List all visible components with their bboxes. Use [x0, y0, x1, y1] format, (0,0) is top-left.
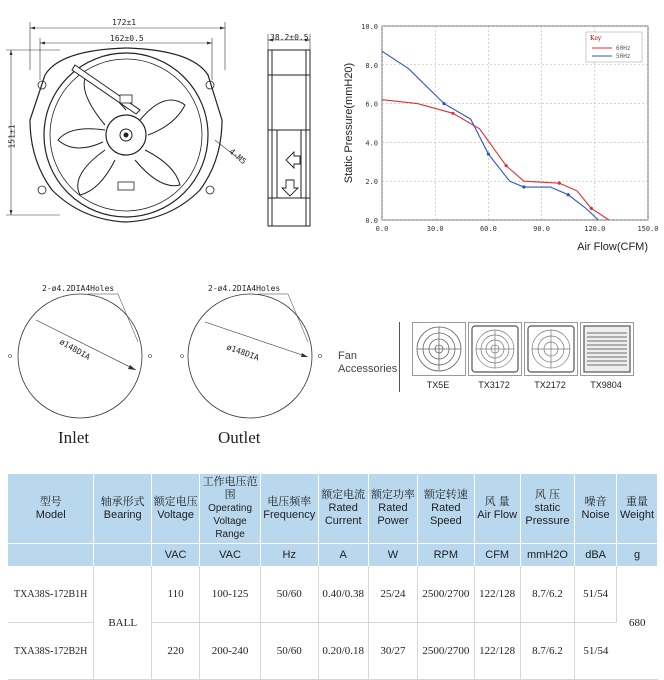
unit-weight: g: [617, 544, 658, 567]
unit-bearing: [94, 544, 152, 567]
legend-title: Key: [590, 35, 602, 42]
cell-power: 30/27: [368, 623, 417, 680]
cell-current: 0.20/0.18: [318, 623, 368, 680]
cell-noise: 51/54: [575, 623, 617, 680]
unit-speed: RPM: [418, 544, 475, 567]
unit-current: A: [318, 544, 368, 567]
legend-entry: 60Hz: [616, 45, 631, 52]
fan-front-view-drawing: [0, 10, 250, 235]
accessory-tx3172-image: [468, 322, 522, 376]
x-tick-label: 150.0: [637, 225, 659, 233]
header-operating-range: 工作电压范围 Operating Voltage Range: [200, 474, 261, 544]
header-bearing: 轴承形式 Bearing: [94, 474, 152, 544]
dim-width-label: 172±1: [112, 18, 137, 27]
outlet-diameter-label: ø148DIA: [225, 342, 261, 363]
y-tick-label: 6.0: [365, 100, 378, 109]
table-header-row: [8, 474, 658, 544]
pq-curve-chart: [338, 20, 664, 260]
unit-pressure: mmH2O: [520, 544, 574, 567]
dim-height-label: 151±1: [7, 124, 17, 149]
header-power: 额定功率 Rated Power: [368, 474, 417, 544]
fan-side-view-drawing: [262, 30, 322, 230]
cell-model: TXA38S-172B2H: [8, 623, 94, 680]
series-point-50Hz: [487, 152, 490, 155]
accessory-tx9804-image: [580, 322, 634, 376]
x-tick-label: 90.0: [533, 225, 551, 233]
spec-table: [8, 474, 658, 680]
accessory-tx5e-label: TX5E: [426, 380, 450, 390]
dim-hole-label: 4-M5: [227, 146, 248, 167]
inlet-diameter-label: ø148DIA: [58, 337, 92, 362]
cell-pressure: 8.7/6.2: [520, 623, 574, 680]
unit-range: VAC: [200, 544, 261, 567]
cell-frequency: 50/60: [260, 623, 318, 680]
cell-bearing: BALL: [94, 566, 152, 680]
accessory-tx5e-image: [412, 322, 466, 376]
accessory-tx9804-label: TX9804: [590, 380, 622, 390]
accessory-tx2172-label: TX2172: [534, 380, 566, 390]
y-tick-label: 8.0: [365, 61, 378, 70]
header-pressure: 风 压 static Pressure: [520, 474, 574, 544]
cell-pressure: 8.7/6.2: [520, 566, 574, 623]
cell-airflow: 122/128: [474, 566, 520, 623]
y-tick-label: 4.0: [365, 139, 378, 148]
header-model: 型号 Model: [8, 474, 94, 544]
header-noise: 噪音 Noise: [575, 474, 617, 544]
legend-entry: 50Hz: [616, 53, 631, 60]
series-point-60Hz: [505, 164, 508, 167]
cell-frequency: 50/60: [260, 566, 318, 623]
unit-frequency: Hz: [260, 544, 318, 567]
outlet-caption: Outlet: [218, 428, 261, 447]
accessories-divider: [399, 322, 400, 392]
header-speed: 额定转速 Rated Speed: [418, 474, 475, 544]
inlet-caption: Inlet: [58, 428, 90, 447]
cell-weight: 680: [617, 566, 658, 680]
inlet-holes-label: 2-ø4.2DIA4Holes: [42, 284, 115, 293]
header-frequency: 电压频率 Frequency: [260, 474, 318, 544]
cell-range: 100-125: [200, 566, 261, 623]
dim-depth-label: 38.2±0.5: [270, 33, 309, 42]
series-point-50Hz: [567, 193, 570, 196]
y-tick-label: 2.0: [365, 178, 378, 187]
series-point-60Hz: [558, 182, 561, 185]
header-voltage: 额定电压 Voltage: [152, 474, 200, 544]
y-tick-label: 10.0: [361, 23, 378, 31]
header-weight: 重量 Weight: [617, 474, 658, 544]
cell-airflow: 122/128: [474, 623, 520, 680]
accessories-label: [338, 350, 397, 376]
table-row: [8, 566, 658, 623]
series-point-60Hz: [451, 112, 454, 115]
unit-voltage: VAC: [152, 544, 200, 567]
header-airflow: 风 量 Air Flow: [474, 474, 520, 544]
cell-voltage: 110: [152, 566, 200, 623]
accessories-label-line1: Fan: [338, 350, 357, 362]
y-tick-label: 0.0: [365, 217, 378, 225]
series-point-50Hz: [442, 102, 445, 105]
cell-speed: 2500/2700: [418, 566, 475, 623]
cell-current: 0.40/0.38: [318, 566, 368, 623]
unit-airflow: CFM: [474, 544, 520, 567]
unit-noise: dBA: [575, 544, 617, 567]
unit-model: [8, 544, 94, 567]
x-tick-label: 30.0: [426, 225, 444, 233]
unit-power: W: [368, 544, 417, 567]
cell-noise: 51/54: [575, 566, 617, 623]
header-current: 额定电流 Rated Current: [318, 474, 368, 544]
x-axis-label: Air Flow(CFM): [577, 241, 648, 253]
accessories-label-line2: Accessories: [338, 363, 398, 375]
x-tick-label: 120.0: [584, 225, 606, 233]
x-tick-label: 0.0: [375, 225, 389, 233]
cell-speed: 2500/2700: [418, 623, 475, 680]
cell-model: TXA38S-172B1H: [8, 566, 94, 623]
cell-range: 200-240: [200, 623, 261, 680]
cell-power: 25/24: [368, 566, 417, 623]
outlet-holes-label: 2-ø4.2DIA4Holes: [208, 284, 281, 293]
dim-inner-label: 162±0.5: [110, 34, 144, 43]
x-tick-label: 60.0: [479, 225, 497, 233]
series-point-60Hz: [590, 207, 593, 210]
y-axis-label: Static Pressure(mmH20): [343, 62, 355, 184]
accessory-tx3172-label: TX3172: [478, 380, 510, 390]
cell-voltage: 220: [152, 623, 200, 680]
series-point-50Hz: [522, 185, 525, 188]
accessory-tx2172-image: [524, 322, 578, 376]
table-units-row: [8, 544, 658, 567]
